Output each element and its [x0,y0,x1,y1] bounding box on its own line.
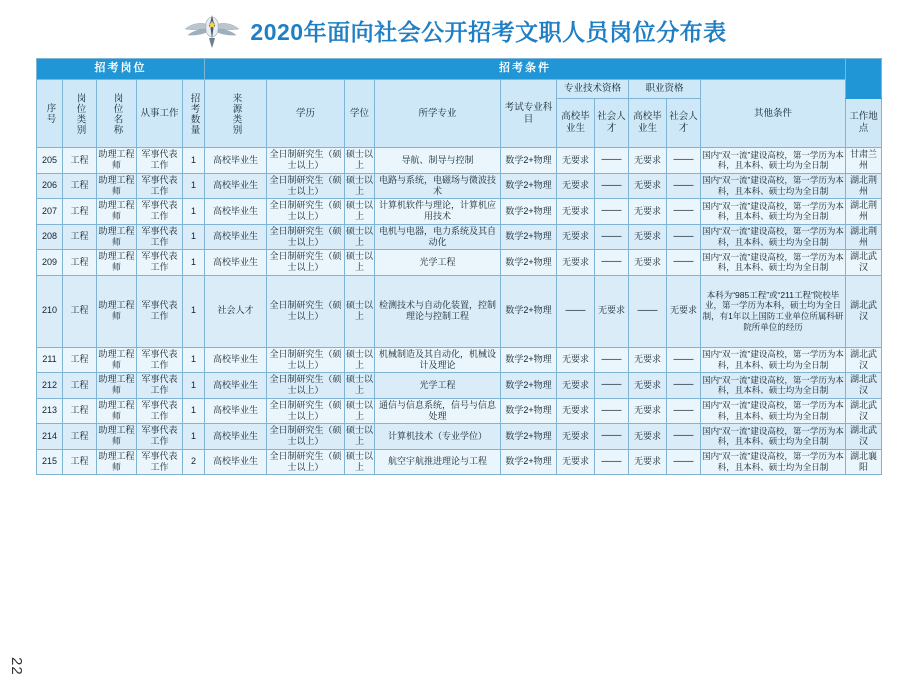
cell-category: 工程 [63,373,97,399]
cell-occ-grad: 无要求 [629,173,667,199]
cell-num: 2 [183,449,205,475]
cell-tech-social: —— [595,199,629,225]
cell-exam: 数学2+物理 [501,199,557,225]
cell-occ-social: —— [667,373,701,399]
cell-major: 导航、制导与控制 [375,148,501,174]
col-header-major: 所学专业 [375,80,501,148]
col-header-seq: 序号 [37,80,63,148]
cell-other: 国内“双一流”建设高校，第一学历为本科，且本科、硕士均为全日制 [701,347,846,373]
cell-location: 甘肃兰州 [846,148,882,174]
cell-tech-grad: 无要求 [557,250,595,276]
col-header-exam: 考试专业科目 [501,80,557,148]
cell-source: 高校毕业生 [205,199,267,225]
cell-other: 国内“双一流”建设高校，第一学历为本科，且本科、硕士均为全日制 [701,199,846,225]
cell-name: 助理工程师 [97,373,137,399]
cell-seq: 211 [37,347,63,373]
cell-tech-grad: 无要求 [557,398,595,424]
cell-source: 高校毕业生 [205,424,267,450]
cell-tech-social: —— [595,224,629,250]
cell-occ-social: —— [667,250,701,276]
cell-occ-social: —— [667,173,701,199]
table-row[interactable] [37,449,882,475]
cell-other: 国内“双一流”建设高校，第一学历为本科，且本科、硕士均为全日制 [701,398,846,424]
jobs-table-container [36,58,881,475]
cell-location: 湖北武汉 [846,424,882,450]
cell-education: 全日制研究生（硕士以上） [267,398,345,424]
table-row[interactable] [37,148,882,174]
group-header-conditions: 招考条件 [205,59,846,80]
cell-category: 工程 [63,224,97,250]
cell-exam: 数学2+物理 [501,275,557,347]
cell-num: 1 [183,199,205,225]
cell-exam: 数学2+物理 [501,250,557,276]
table-row[interactable] [37,347,882,373]
cell-category: 工程 [63,398,97,424]
cell-name: 助理工程师 [97,173,137,199]
cell-work: 军事代表工作 [137,424,183,450]
cell-education: 全日制研究生（硕士以上） [267,275,345,347]
cell-name: 助理工程师 [97,449,137,475]
cell-education: 全日制研究生（硕士以上） [267,250,345,276]
cell-exam: 数学2+物理 [501,424,557,450]
cell-tech-social: —— [595,173,629,199]
cell-occ-grad: 无要求 [629,224,667,250]
document-header [0,0,911,56]
cell-tech-social: —— [595,424,629,450]
cell-other: 国内“双一流”建设高校，第一学历为本科，且本科、硕士均为全日制 [701,424,846,450]
col-header-source: 来源类别 [205,80,267,148]
cell-num: 1 [183,173,205,199]
cell-education: 全日制研究生（硕士以上） [267,424,345,450]
cell-location: 湖北武汉 [846,373,882,399]
table-row[interactable] [37,224,882,250]
page-number: 22 [8,657,25,676]
col-header-category: 岗位类别 [63,80,97,148]
col-header-occupation-qualification: 职业资格 [629,80,701,99]
col-header-tech-qualification: 专业技术资格 [557,80,629,99]
group-header-post: 招考岗位 [37,59,205,80]
cell-occ-grad: 无要求 [629,199,667,225]
cell-name: 助理工程师 [97,224,137,250]
cell-source: 高校毕业生 [205,250,267,276]
table-row[interactable] [37,373,882,399]
cell-name: 助理工程师 [97,275,137,347]
cell-seq: 206 [37,173,63,199]
cell-major: 计算机软件与理论，计算机应用技术 [375,199,501,225]
col-header-occ-social: 社会人才 [667,99,701,148]
table-group-header-row [37,59,882,80]
cell-occ-grad: —— [629,275,667,347]
cell-tech-social: —— [595,398,629,424]
cell-occ-grad: 无要求 [629,398,667,424]
cell-num: 1 [183,347,205,373]
cell-source: 高校毕业生 [205,449,267,475]
cell-work: 军事代表工作 [137,398,183,424]
table-head [37,59,882,148]
cell-seq: 215 [37,449,63,475]
cell-category: 工程 [63,199,97,225]
cell-seq: 207 [37,199,63,225]
cell-tech-grad: 无要求 [557,347,595,373]
cell-education: 全日制研究生（硕士以上） [267,449,345,475]
table-body [37,148,882,475]
cell-occ-social: —— [667,347,701,373]
cell-num: 1 [183,224,205,250]
cell-exam: 数学2+物理 [501,173,557,199]
cell-seq: 214 [37,424,63,450]
military-emblem-icon [184,10,240,50]
cell-degree: 硕士以上 [345,224,375,250]
col-header-tech-graduate: 高校毕业生 [557,99,595,148]
col-header-occ-graduate: 高校毕业生 [629,99,667,148]
table-row[interactable] [37,250,882,276]
cell-work: 军事代表工作 [137,449,183,475]
cell-location: 湖北荆州 [846,224,882,250]
cell-other: 国内“双一流”建设高校，第一学历为本科，且本科、硕士均为全日制 [701,173,846,199]
cell-source: 高校毕业生 [205,148,267,174]
table-row[interactable] [37,199,882,225]
table-row[interactable] [37,424,882,450]
col-header-location: 工作地点 [846,99,882,148]
cell-degree: 硕士以上 [345,173,375,199]
cell-source: 高校毕业生 [205,224,267,250]
cell-exam: 数学2+物理 [501,347,557,373]
cell-seq: 213 [37,398,63,424]
cell-tech-social: —— [595,373,629,399]
cell-degree: 硕士以上 [345,347,375,373]
cell-education: 全日制研究生（硕士以上） [267,347,345,373]
cell-location: 湖北襄阳 [846,449,882,475]
cell-category: 工程 [63,173,97,199]
cell-num: 1 [183,148,205,174]
cell-category: 工程 [63,347,97,373]
cell-occ-social: —— [667,424,701,450]
cell-occ-grad: 无要求 [629,250,667,276]
cell-seq: 212 [37,373,63,399]
cell-seq: 208 [37,224,63,250]
cell-name: 助理工程师 [97,347,137,373]
cell-location: 湖北武汉 [846,275,882,347]
cell-work: 军事代表工作 [137,275,183,347]
cell-major: 光学工程 [375,373,501,399]
cell-location: 湖北武汉 [846,250,882,276]
cell-work: 军事代表工作 [137,373,183,399]
cell-education: 全日制研究生（硕士以上） [267,148,345,174]
cell-other: 国内“双一流”建设高校，第一学历为本科，且本科、硕士均为全日制 [701,148,846,174]
cell-name: 助理工程师 [97,424,137,450]
cell-category: 工程 [63,449,97,475]
cell-source: 高校毕业生 [205,398,267,424]
cell-major: 电路与系统，电磁场与微波技术 [375,173,501,199]
cell-education: 全日制研究生（硕士以上） [267,373,345,399]
cell-tech-grad: 无要求 [557,424,595,450]
cell-category: 工程 [63,424,97,450]
cell-seq: 210 [37,275,63,347]
cell-occ-social: —— [667,224,701,250]
col-header-degree: 学位 [345,80,375,148]
cell-degree: 硕士以上 [345,373,375,399]
cell-exam: 数学2+物理 [501,224,557,250]
col-header-tech-social: 社会人才 [595,99,629,148]
cell-tech-grad: 无要求 [557,449,595,475]
cell-tech-grad: 无要求 [557,224,595,250]
cell-tech-grad: 无要求 [557,373,595,399]
col-header-other: 其他条件 [701,80,846,148]
cell-occ-social: —— [667,199,701,225]
cell-major: 航空宇航推进理论与工程 [375,449,501,475]
col-header-num: 招考数量 [183,80,205,148]
cell-major: 电机与电器，电力系统及其自动化 [375,224,501,250]
cell-degree: 硕士以上 [345,398,375,424]
cell-major: 计算机技术（专业学位） [375,424,501,450]
cell-occ-social: 无要求 [667,275,701,347]
cell-exam: 数学2+物理 [501,398,557,424]
cell-seq: 205 [37,148,63,174]
table-row[interactable] [37,275,882,347]
table-subheader-row [37,80,882,99]
cell-degree: 硕士以上 [345,275,375,347]
cell-major: 光学工程 [375,250,501,276]
cell-source: 社会人才 [205,275,267,347]
col-header-name: 岗位名称 [97,80,137,148]
cell-num: 1 [183,373,205,399]
cell-work: 军事代表工作 [137,224,183,250]
cell-seq: 209 [37,250,63,276]
cell-degree: 硕士以上 [345,199,375,225]
cell-education: 全日制研究生（硕士以上） [267,224,345,250]
cell-other: 本科为“985工程”或“211工程”院校毕业，第一学历为本科，硕士均为全日制，有1年以上国防工业单位所属科研院所单位的经历 [701,275,846,347]
cell-work: 军事代表工作 [137,347,183,373]
cell-location: 湖北武汉 [846,398,882,424]
cell-tech-social: —— [595,449,629,475]
cell-degree: 硕士以上 [345,449,375,475]
col-header-education: 学历 [267,80,345,148]
cell-occ-grad: 无要求 [629,449,667,475]
cell-tech-grad: —— [557,275,595,347]
cell-occ-grad: 无要求 [629,424,667,450]
cell-tech-social: —— [595,250,629,276]
cell-source: 高校毕业生 [205,347,267,373]
cell-source: 高校毕业生 [205,173,267,199]
cell-name: 助理工程师 [97,148,137,174]
cell-location: 湖北武汉 [846,347,882,373]
cell-num: 1 [183,275,205,347]
cell-occ-social: —— [667,398,701,424]
cell-degree: 硕士以上 [345,250,375,276]
jobs-table [36,58,882,475]
table-row[interactable] [37,173,882,199]
cell-occ-grad: 无要求 [629,148,667,174]
cell-num: 1 [183,250,205,276]
cell-tech-social: 无要求 [595,275,629,347]
table-row[interactable] [37,398,882,424]
col-header-work: 从事工作 [137,80,183,148]
cell-other: 国内“双一流”建设高校，第一学历为本科，且本科、硕士均为全日制 [701,373,846,399]
cell-name: 助理工程师 [97,398,137,424]
cell-occ-social: —— [667,449,701,475]
cell-category: 工程 [63,275,97,347]
cell-tech-social: —— [595,148,629,174]
cell-degree: 硕士以上 [345,424,375,450]
cell-location: 湖北荆州 [846,199,882,225]
cell-major: 检测技术与自动化装置，控制理论与控制工程 [375,275,501,347]
cell-category: 工程 [63,250,97,276]
cell-name: 助理工程师 [97,199,137,225]
cell-tech-grad: 无要求 [557,199,595,225]
page-title: 2020年面向社会公开招考文职人员岗位分布表 [250,18,727,45]
cell-location: 湖北荆州 [846,173,882,199]
cell-occ-grad: 无要求 [629,373,667,399]
cell-occ-social: —— [667,148,701,174]
cell-tech-grad: 无要求 [557,173,595,199]
cell-major: 通信与信息系统，信号与信息处理 [375,398,501,424]
cell-other: 国内“双一流”建设高校，第一学历为本科，且本科、硕士均为全日制 [701,224,846,250]
cell-major: 机械制造及其自动化，机械设计及理论 [375,347,501,373]
cell-num: 1 [183,398,205,424]
cell-tech-social: —— [595,347,629,373]
cell-occ-grad: 无要求 [629,347,667,373]
group-header-blank [846,59,882,99]
cell-name: 助理工程师 [97,250,137,276]
cell-num: 1 [183,424,205,450]
cell-work: 军事代表工作 [137,250,183,276]
cell-exam: 数学2+物理 [501,373,557,399]
cell-source: 高校毕业生 [205,373,267,399]
cell-education: 全日制研究生（硕士以上） [267,173,345,199]
cell-exam: 数学2+物理 [501,148,557,174]
cell-exam: 数学2+物理 [501,449,557,475]
cell-tech-grad: 无要求 [557,148,595,174]
cell-category: 工程 [63,148,97,174]
cell-work: 军事代表工作 [137,199,183,225]
cell-work: 军事代表工作 [137,148,183,174]
cell-work: 军事代表工作 [137,173,183,199]
cell-education: 全日制研究生（硕士以上） [267,199,345,225]
cell-other: 国内“双一流”建设高校，第一学历为本科，且本科、硕士均为全日制 [701,250,846,276]
cell-degree: 硕士以上 [345,148,375,174]
cell-other: 国内“双一流”建设高校，第一学历为本科，且本科、硕士均为全日制 [701,449,846,475]
